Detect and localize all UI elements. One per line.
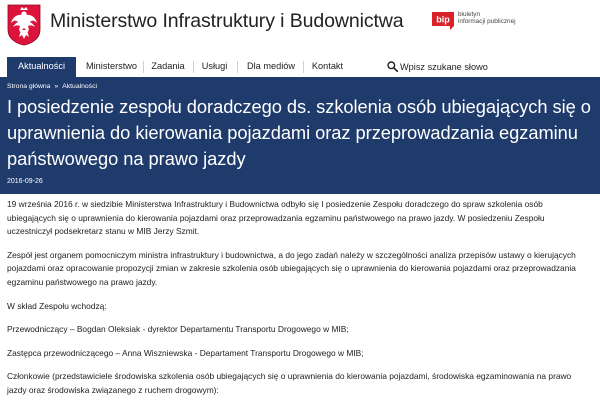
nav-divider (193, 61, 194, 73)
article-banner (0, 78, 600, 194)
article-paragraph: 19 września 2016 r. w siedzibie Ministerstwa Infrastruktury i Budownictwa odbyło się I posiedzenie Zespołu doradczego do spraw szkolenia osób ubiegających się o uprawnienia do kierowania pojazdami oraz przeprowadzania egzaminu państwowego na prawo jazdy. W posiedzeniu Zespołu uczestniczył podsekretarz stanu w MIB Jerzy Szmit. (7, 199, 545, 237)
nav-item-ministerstwo[interactable]: Ministerstwo (85, 61, 138, 71)
nav-item-kontakt[interactable]: Kontakt (311, 61, 344, 71)
nav-item-zadania[interactable]: Zadania (151, 61, 185, 71)
search-input[interactable] (399, 59, 590, 74)
main-nav (0, 57, 600, 79)
article-paragraph: Przewodniczący – Bogdan Oleksiak - dyrektor Departamentu Transportu Drogowego w MIB; (7, 324, 349, 335)
bip-logo-icon[interactable] (431, 12, 455, 30)
article-content (7, 198, 590, 398)
nav-divider (237, 61, 238, 73)
site-title[interactable]: Ministerstwo Infrastruktury i Budownictwa (50, 10, 404, 32)
article-date: 2016-09-26 (7, 178, 43, 185)
breadcrumb-home-link[interactable]: Strona główna (7, 83, 51, 90)
bip-line-2: informacji publicznej (458, 18, 516, 25)
polish-eagle-emblem-icon[interactable] (7, 4, 41, 46)
article-title: I posiedzenie zespołu doradczego ds. szkolenia osób ubiegających się o uprawnienia do kierowania pojazdami oraz przeprowadzania egzaminu państwowego na prawo jazdy (7, 96, 591, 169)
breadcrumb-current[interactable]: Aktualności (62, 83, 97, 90)
breadcrumb-separator: » (54, 83, 59, 90)
nav-item-aktualnosci[interactable]: Aktualności (7, 57, 76, 77)
breadcrumb (7, 83, 97, 90)
nav-divider (143, 61, 144, 73)
nav-item-dla-mediow[interactable]: Dla mediów (247, 61, 295, 71)
nav-item-uslugi[interactable]: Usługi (201, 61, 228, 71)
bip-line-1: biuletyn (458, 11, 481, 18)
article-paragraph: Członkowie (przedstawiciele środowiska szkolenia osób ubiegających się o uprawnienia do kierowania pojazdami, środowiska egzaminowania na prawo jazdy oraz środowiska związanego z ruchem drogowym): (7, 371, 572, 395)
bip-text[interactable] (458, 11, 516, 25)
bip-logo-text: bip (436, 14, 450, 25)
article-paragraph: Zastępca przewodniczącego – Anna Wiszniewska - Departament Transportu Drogowego w MIB; (7, 347, 364, 358)
article-paragraph: Zespół jest organem pomocniczym ministra infrastruktury i budownictwa, a do jego zadań należy w szczególności analiza przepisów ustawy o kierujących pojazdami oraz opracowanie propozycji zmian w zakresie szkolenia osób ubiegających się o uprawnienia do kierowania pojazdami oraz przeprowadzania egzaminu państwowego na prawo jazdy. (7, 249, 576, 287)
nav-divider (303, 61, 304, 73)
site-header (0, 0, 600, 58)
search-icon[interactable] (387, 61, 398, 72)
article-paragraph: W skład Zespołu wchodzą: (7, 300, 107, 311)
